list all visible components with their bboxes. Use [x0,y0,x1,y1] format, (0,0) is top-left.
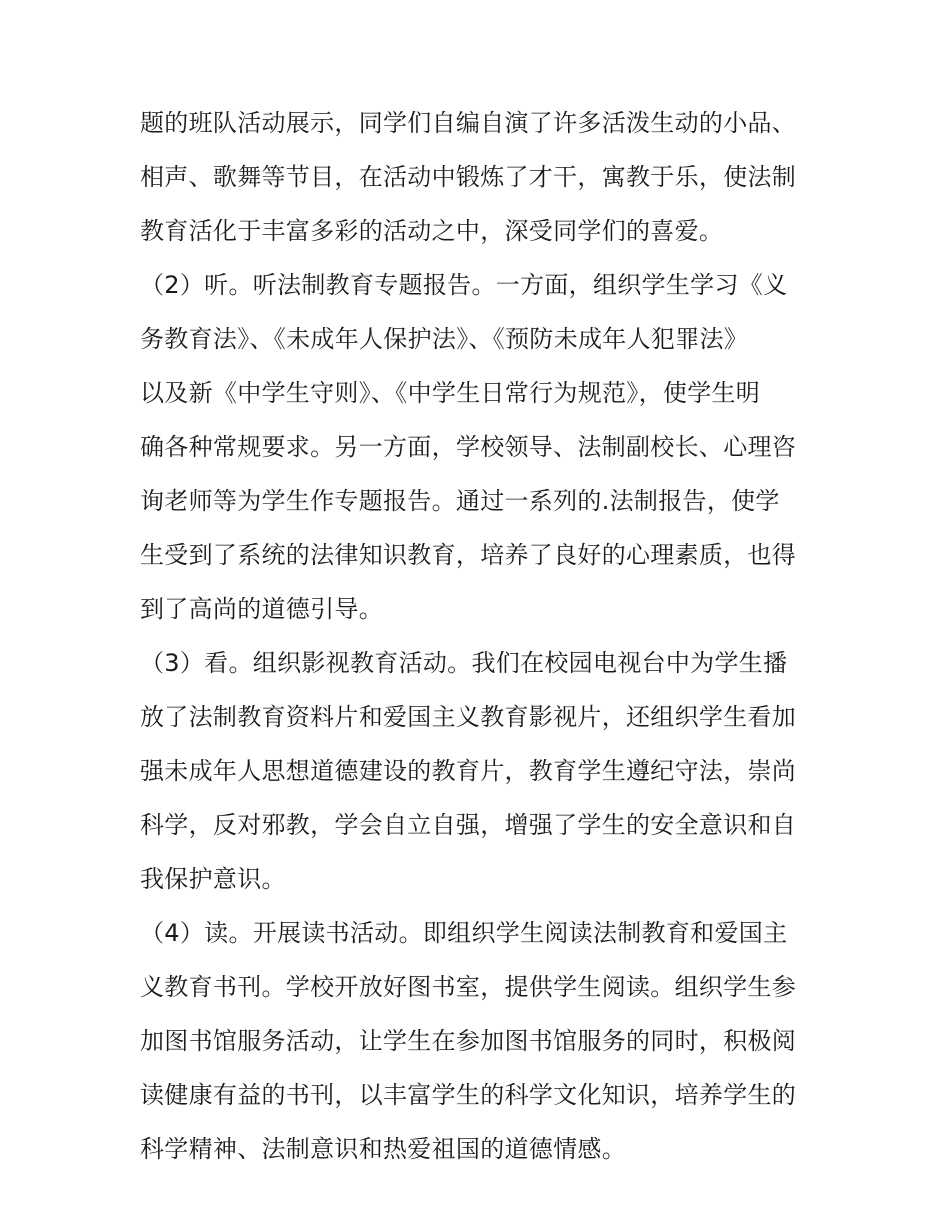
text-line: 生受到了系统的法律知识教育，培养了良好的心理素质，也得 [140,541,797,569]
document-body [140,96,820,1176]
text-line: 以及新《中学生守则》、《中学生日常行为规范》，使学生明 [140,379,761,407]
text-line: 我保护意识。 [140,865,286,893]
text-line: 到了高尚的道德引导。 [140,595,383,623]
text-line: 读健康有益的书刊，以丰富学生的科学文化知识，培养学生的 [140,1081,797,1109]
text-line: 相声、歌舞等节目，在活动中锻炼了才干，寓教于乐，使法制 [140,163,797,191]
text-line: 教育活化于丰富多彩的活动之中，深受同学们的喜爱。 [140,217,724,245]
text-line: 题的班队活动展示，同学们自编自演了许多活泼生动的小品、 [140,109,797,137]
text-line: 确各种常规要求。另一方面，学校领导、法制副校长、心理咨 [140,433,797,461]
text-line: （3）看。组织影视教育活动。我们在校园电视台中为学生播 [140,649,788,677]
text-line: 科学，反对邪教，学会自立自强，增强了学生的安全意识和自 [140,811,797,839]
text-line: 务教育法》、《未成年人保护法》、《预防未成年人犯罪法》 [140,325,749,353]
text-line: （2）听。听法制教育专题报告。一方面，组织学生学习《义 [140,271,788,299]
text-line: （4）读。开展读书活动。即组织学生阅读法制教育和爱国主 [140,919,788,947]
text-line: 询老师等为学生作专题报告。通过一系列的.法制报告，使学 [140,487,780,515]
text-line: 加图书馆服务活动，让学生在参加图书馆服务的同时，积极阅 [140,1027,797,1055]
text-line: 科学精神、法制意识和热爱祖国的道德情感。 [140,1135,626,1163]
text-line: 义教育书刊。学校开放好图书室，提供学生阅读。组织学生参 [140,973,797,1001]
text-line: 放了法制教育资料片和爱国主义教育影视片，还组织学生看加 [140,703,797,731]
text-line: 强未成年人思想道德建设的教育片，教育学生遵纪守法，崇尚 [140,757,797,785]
